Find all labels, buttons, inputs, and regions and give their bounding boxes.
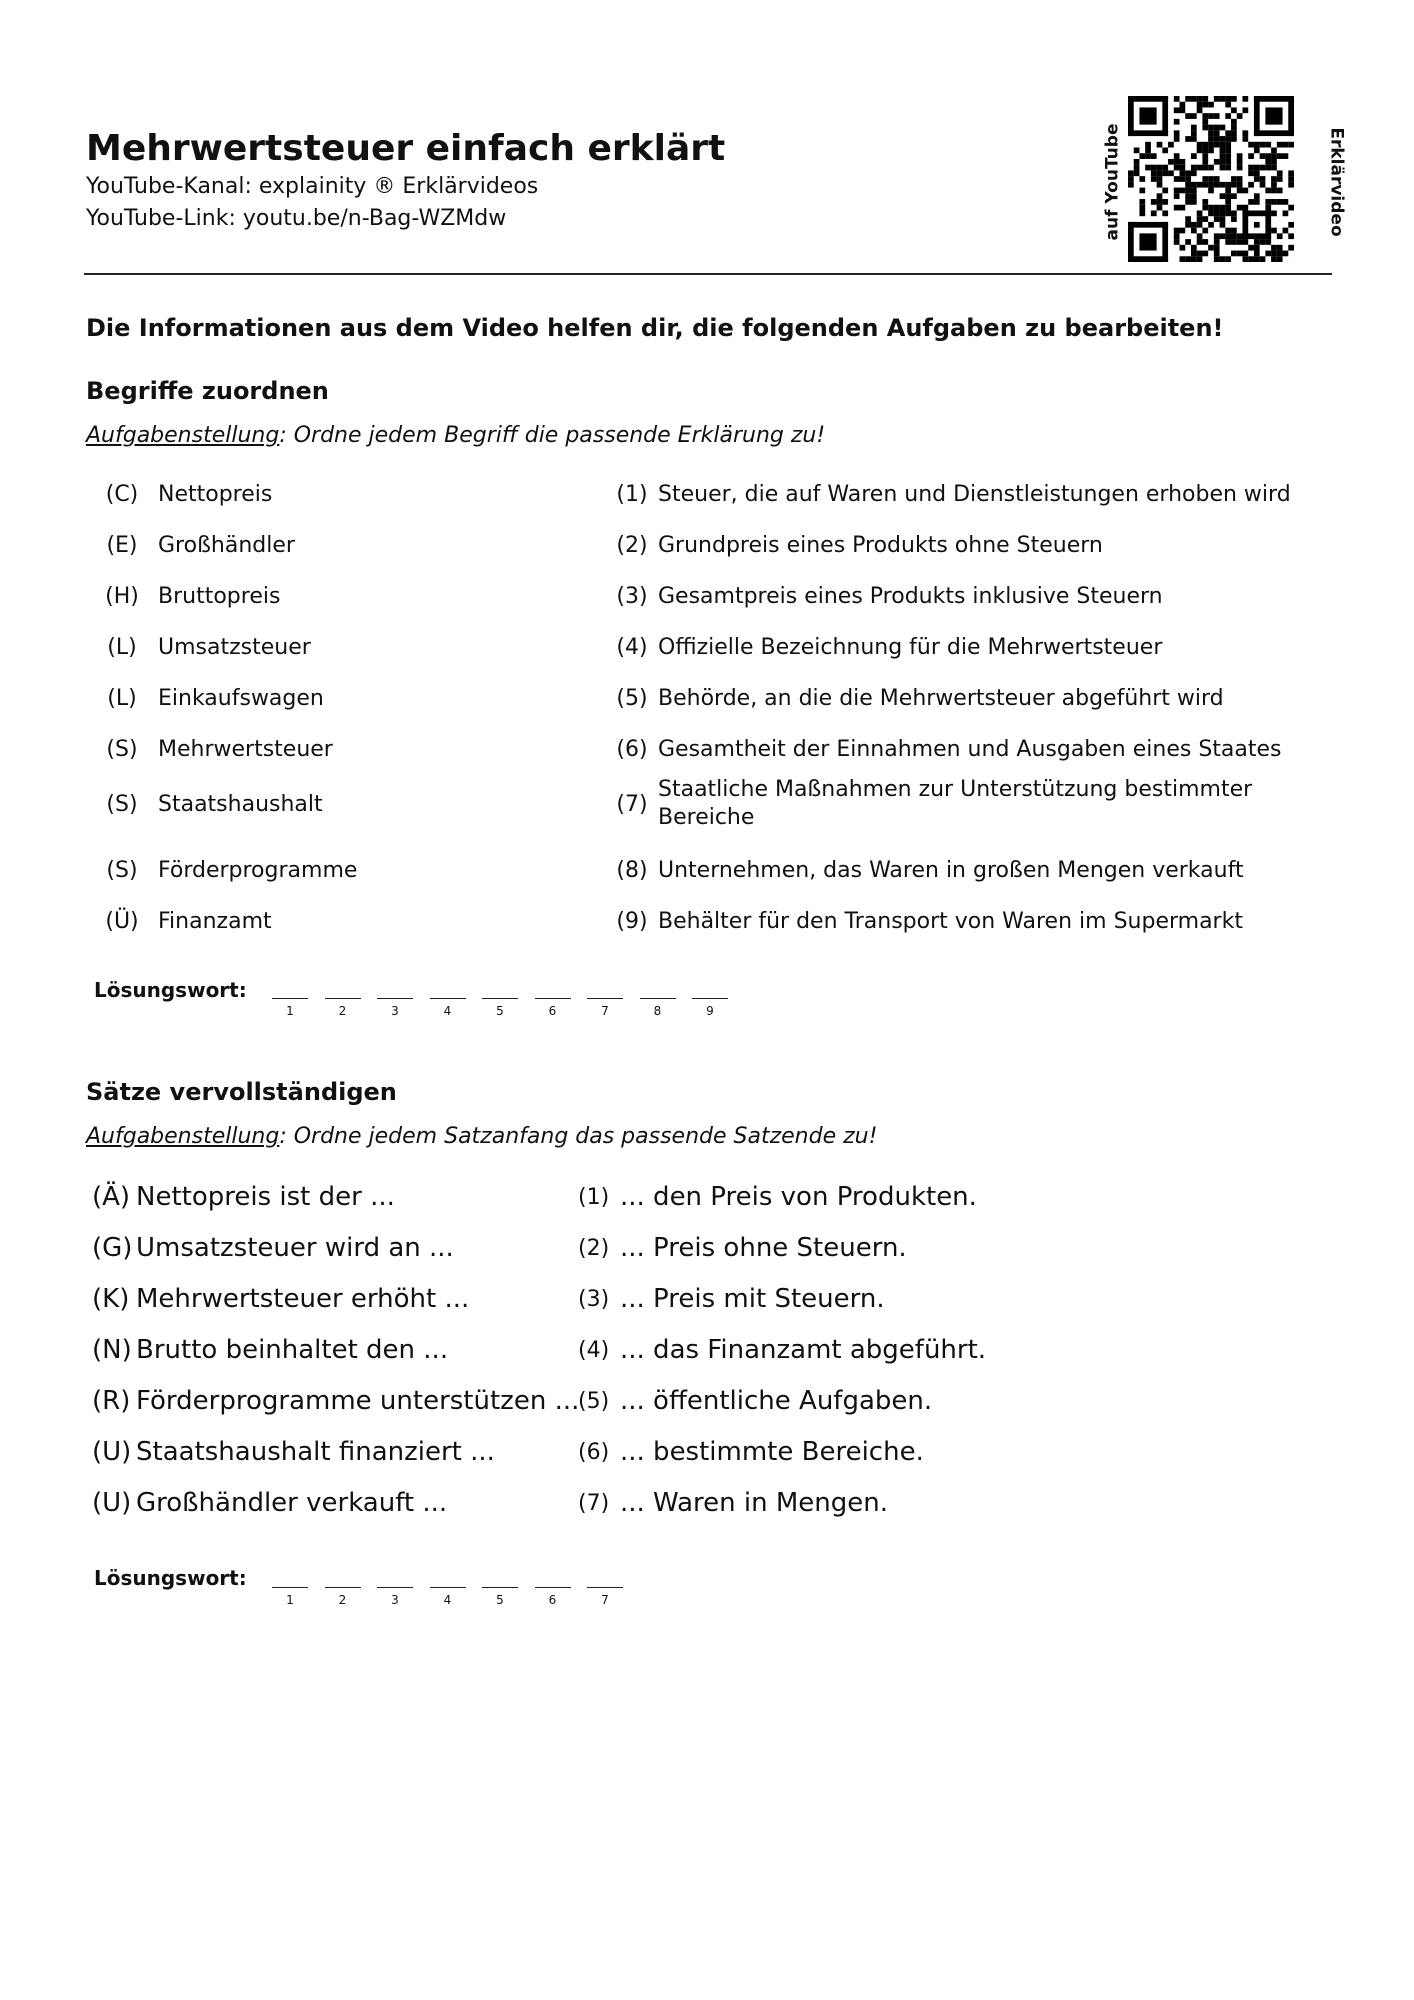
solution-blank-number: 5 — [496, 1593, 504, 1607]
definition-text: Gesamtpreis eines Produkts inklusive Steuern — [658, 584, 1163, 609]
definition-text-line2: Bereiche — [658, 805, 755, 830]
task-label: Aufgabenstellung — [86, 1124, 280, 1149]
term-label: Staatshaushalt — [158, 792, 323, 817]
solution-blank[interactable] — [377, 998, 413, 999]
sentence-beginning: Brutto beinhaltet den ... — [136, 1335, 449, 1365]
sentence-beginning: Mehrwertsteuer erhöht ... — [136, 1284, 470, 1314]
definition-number: (1) — [616, 482, 648, 507]
solution-blank[interactable] — [430, 1587, 466, 1588]
sentence-ending-number: (7) — [578, 1491, 610, 1516]
section2-solution-label: Lösungswort: — [94, 1566, 247, 1590]
sentence-ending-number: (4) — [578, 1338, 610, 1363]
solution-blank-number: 5 — [496, 1004, 504, 1018]
solution-blank-number: 7 — [601, 1004, 609, 1018]
solution-blank-number: 1 — [286, 1004, 294, 1018]
sentence-ending-number: (1) — [578, 1185, 610, 1210]
sentence-ending: ... Waren in Mengen. — [620, 1488, 889, 1518]
sentence-beginning: Großhändler verkauft ... — [136, 1488, 448, 1518]
definition-number: (7) — [616, 792, 648, 817]
section1-title: Begriffe zuordnen — [86, 377, 329, 405]
solution-blank-number: 8 — [653, 1004, 662, 1018]
sentence-letter: (G) — [92, 1233, 133, 1263]
solution-blank-number: 7 — [601, 1593, 609, 1607]
solution-blank[interactable] — [325, 1587, 361, 1588]
sentence-ending-number: (2) — [578, 1236, 610, 1261]
header-divider — [84, 273, 1332, 275]
sentence-ending: ... Preis mit Steuern. — [620, 1284, 885, 1314]
solution-blank-number: 6 — [548, 1004, 557, 1018]
qr-code-block — [1094, 92, 1347, 270]
sentence-letter: (K) — [92, 1284, 130, 1314]
solution-blank[interactable] — [377, 1587, 413, 1588]
solution-blank[interactable] — [587, 1587, 623, 1588]
solution-blank[interactable] — [535, 998, 571, 999]
section1-solution-label: Lösungswort: — [94, 978, 247, 1002]
youtube-link[interactable]: YouTube-Link: youtu.be/n-Bag-WZMdw — [86, 206, 507, 231]
intro-text: Die Informationen aus dem Video helfen dir, die folgenden Aufgaben zu bearbeiten! — [86, 314, 1224, 342]
term-label: Umsatzsteuer — [158, 635, 311, 660]
definition-text: Steuer, die auf Waren und Dienstleistungen erhoben wird — [658, 482, 1291, 507]
definition-text: Behälter für den Transport von Waren im Supermarkt — [658, 909, 1243, 934]
qr-code-icon[interactable] — [1128, 96, 1294, 262]
solution-blank-number: 3 — [391, 1004, 399, 1018]
task-text: : Ordne jedem Begriff die passende Erklärung zu! — [279, 423, 826, 448]
term-label: Mehrwertsteuer — [158, 737, 333, 762]
page-title: Mehrwertsteuer einfach erklärt — [86, 128, 726, 169]
solution-blank[interactable] — [272, 998, 308, 999]
solution-blank[interactable] — [482, 1587, 518, 1588]
definition-text: Offizielle Bezeichnung für die Mehrwertsteuer — [658, 635, 1163, 660]
solution-blank-number: 4 — [443, 1004, 452, 1018]
term-letter: (L) — [107, 686, 137, 711]
sentence-beginning: Umsatzsteuer wird an ... — [136, 1233, 454, 1263]
solution-blank-number: 9 — [706, 1004, 714, 1018]
definition-number: (9) — [616, 909, 648, 934]
qr-right-label: Erklärvideo — [1326, 127, 1347, 237]
solution-blank-number: 4 — [443, 1593, 452, 1607]
sentence-letter: (Ä) — [92, 1182, 131, 1212]
term-letter: (S) — [106, 792, 138, 817]
term-label: Finanzamt — [158, 909, 272, 934]
definition-number: (6) — [616, 737, 648, 762]
sentence-letter: (R) — [92, 1386, 131, 1416]
solution-blank[interactable] — [640, 998, 676, 999]
section2-title: Sätze vervollständigen — [86, 1078, 397, 1106]
sentence-letter: (N) — [92, 1335, 132, 1365]
term-label: Bruttopreis — [158, 584, 281, 609]
definition-number: (4) — [616, 635, 648, 660]
definition-text: Grundpreis eines Produkts ohne Steuern — [658, 533, 1103, 558]
sentence-beginning: Staatshaushalt finanziert ... — [136, 1437, 495, 1467]
solution-blank[interactable] — [430, 998, 466, 999]
term-label: Förderprogramme — [158, 858, 358, 883]
solution-blank[interactable] — [535, 1587, 571, 1588]
sentence-beginning: Förderprogramme unterstützen ... — [136, 1386, 580, 1416]
definition-number: (2) — [616, 533, 648, 558]
term-letter: (E) — [106, 533, 138, 558]
solution-blank-number: 1 — [286, 1593, 294, 1607]
sentence-ending: ... das Finanzamt abgeführt. — [620, 1335, 987, 1365]
task-text: : Ordne jedem Satzanfang das passende Satzende zu! — [279, 1124, 878, 1149]
solution-blank[interactable] — [587, 998, 623, 999]
term-letter: (L) — [107, 635, 137, 660]
term-label: Nettopreis — [158, 482, 273, 507]
term-label: Großhändler — [158, 533, 295, 558]
sentence-ending: ... bestimmte Bereiche. — [620, 1437, 924, 1467]
term-letter: (H) — [105, 584, 139, 609]
term-label: Einkaufswagen — [158, 686, 324, 711]
solution-blank-number: 3 — [391, 1593, 399, 1607]
definition-number: (3) — [616, 584, 648, 609]
sentence-beginning: Nettopreis ist der ... — [136, 1182, 395, 1212]
term-letter: (S) — [106, 737, 138, 762]
sentence-ending: ... den Preis von Produkten. — [620, 1182, 977, 1212]
youtube-channel: YouTube-Kanal: explainity ® Erklärvideos — [86, 174, 539, 199]
solution-blank-number: 2 — [338, 1593, 347, 1607]
solution-blank-number: 6 — [548, 1593, 557, 1607]
qr-left-label: auf YouTube — [1102, 123, 1123, 241]
definition-text: Gesamtheit der Einnahmen und Ausgaben eines Staates — [658, 737, 1282, 762]
solution-blank[interactable] — [482, 998, 518, 999]
term-letter: (C) — [105, 482, 139, 507]
sentence-ending-number: (5) — [578, 1389, 610, 1414]
term-letter: (Ü) — [105, 909, 139, 934]
sentence-letter: (U) — [92, 1437, 132, 1467]
solution-blank[interactable] — [272, 1587, 308, 1588]
solution-blank[interactable] — [692, 998, 728, 999]
definition-text: Unternehmen, das Waren in großen Mengen verkauft — [658, 858, 1244, 883]
definition-number: (8) — [616, 858, 648, 883]
definition-text: Staatliche Maßnahmen zur Unterstützung bestimmter — [658, 777, 1253, 802]
sentence-ending-number: (3) — [578, 1287, 610, 1312]
definition-number: (5) — [616, 686, 648, 711]
sentence-ending-number: (6) — [578, 1440, 610, 1465]
task-label: Aufgabenstellung — [86, 423, 280, 448]
solution-blank-number: 2 — [338, 1004, 347, 1018]
definition-text: Behörde, an die die Mehrwertsteuer abgeführt wird — [658, 686, 1224, 711]
section1-task — [86, 423, 825, 448]
solution-blank[interactable] — [325, 998, 361, 999]
sentence-letter: (U) — [92, 1488, 132, 1518]
section2-task — [86, 1124, 877, 1149]
sentence-ending: ... Preis ohne Steuern. — [620, 1233, 907, 1263]
sentence-ending: ... öffentliche Aufgaben. — [620, 1386, 933, 1416]
term-letter: (S) — [106, 858, 138, 883]
